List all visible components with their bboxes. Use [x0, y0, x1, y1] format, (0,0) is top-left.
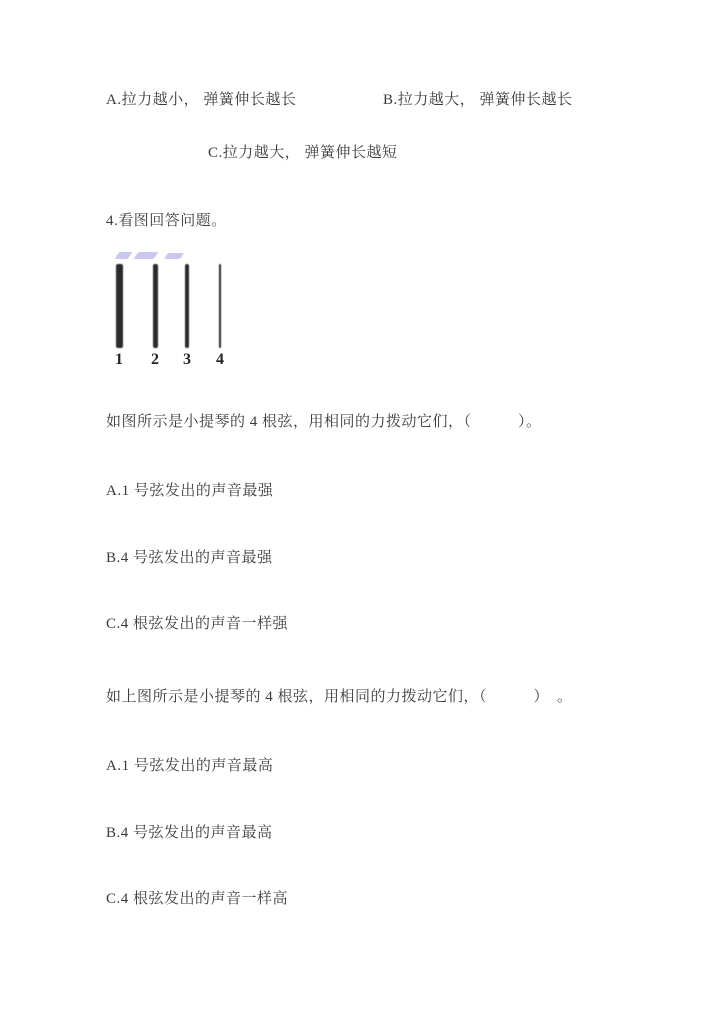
- violin-string-4: [219, 264, 221, 348]
- q3-option-c: C.拉力越大， 弹簧伸长越短: [208, 145, 398, 161]
- string-label-2: 2: [151, 351, 159, 368]
- string-label-4: 4: [216, 351, 224, 368]
- q4-sub2-option-a: A.1 号弦发出的声音最高: [106, 758, 274, 774]
- scan-artifact-2: [134, 252, 159, 259]
- scan-artifact-1: [115, 252, 133, 259]
- string-column-3: [176, 264, 198, 369]
- violin-string-3: [185, 264, 189, 348]
- string-column-2: [144, 264, 166, 369]
- q4-sub1-option-c: C.4 根弦发出的声音一样强: [106, 616, 289, 632]
- string-column-4: [209, 264, 231, 369]
- violin-string-2: [153, 264, 158, 348]
- q4-sub1-stem: 如图所示是小提琴的 4 根弦，用相同的力拨动它们，（ ）。: [106, 414, 542, 430]
- q4-sub1-option-b: B.4 号弦发出的声音最强: [106, 550, 273, 566]
- string-label-1: 1: [115, 351, 123, 368]
- violin-strings-figure: [108, 250, 243, 375]
- string-label-3: 3: [183, 351, 191, 368]
- violin-string-1: [116, 264, 123, 348]
- q4-sub2-option-c: C.4 根弦发出的声音一样高: [106, 891, 289, 907]
- scan-artifact-3: [164, 253, 184, 259]
- q3-option-b: B.拉力越大， 弹簧伸长越长: [383, 92, 573, 108]
- q4-sub1-option-a: A.1 号弦发出的声音最强: [106, 483, 274, 499]
- q4-sub2-option-b: B.4 号弦发出的声音最高: [106, 825, 273, 841]
- q3-option-a: A.拉力越小， 弹簧伸长越长: [106, 92, 297, 108]
- q4-sub2-stem: 如上图所示是小提琴的 4 根弦，用相同的力拨动它们，（ ） 。: [106, 689, 573, 705]
- q4-title: 4.看图回答问题。: [106, 213, 227, 229]
- string-column-1: [108, 264, 130, 369]
